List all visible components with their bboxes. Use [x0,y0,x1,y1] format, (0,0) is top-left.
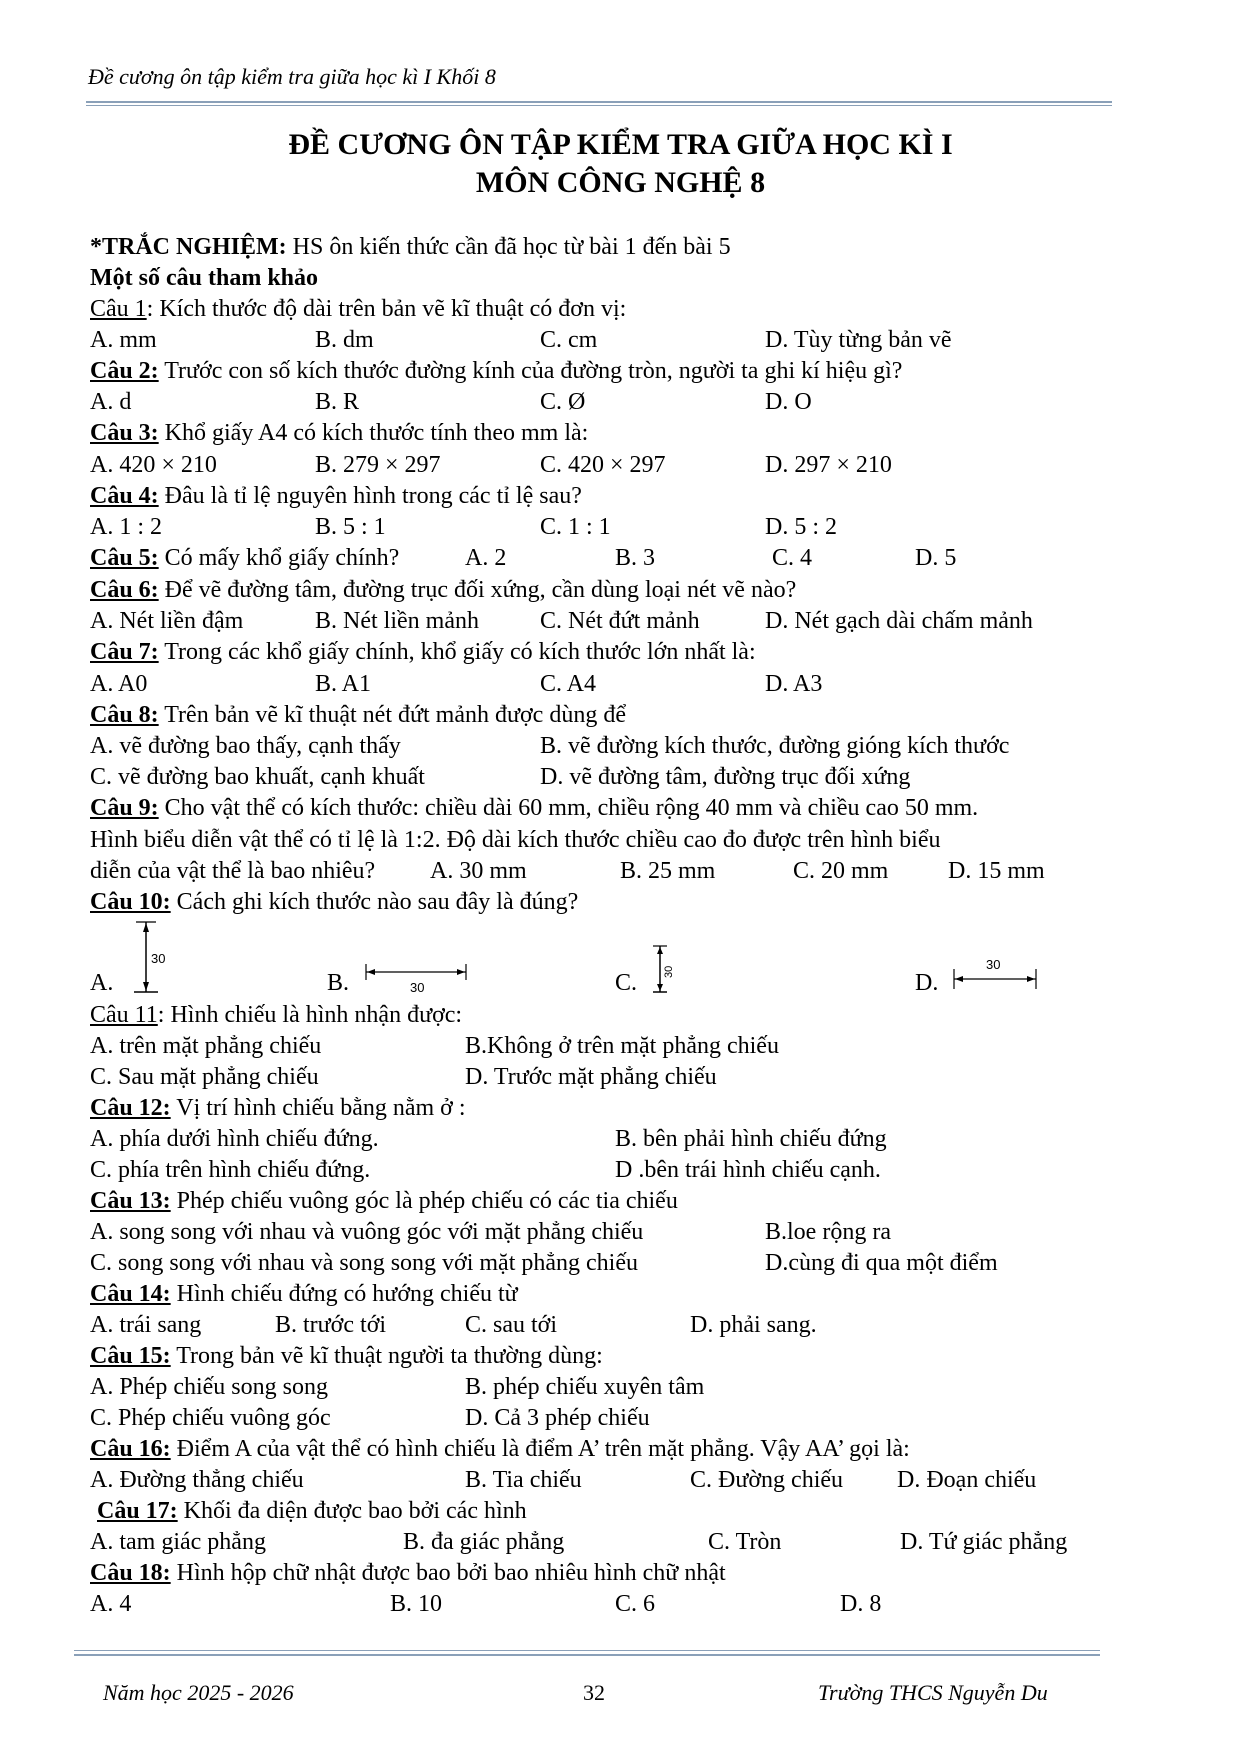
question-9-line3: diễn của vật thể là bao nhiêu? [90,858,376,884]
footer-divider-thin [74,1650,1100,1651]
intro-text: HS ôn kiến thức cần đã học từ bài 1 đến bài 5 [286,234,731,260]
footer-divider [74,1654,1100,1656]
dimension-value: 30 [986,957,1001,972]
option-c: C. Sau mặt phẳng chiếu [90,1064,319,1090]
footer-school-year: Năm học 2025 - 2026 [103,1680,294,1705]
option-c: C. phía trên hình chiếu đứng. [90,1157,371,1183]
question-5: Câu 5: Có mấy khổ giấy chính? [90,545,400,571]
option-c: C. 20 mm [793,858,889,884]
option-a: A. A0 [90,671,148,697]
option-a: A. song song với nhau và vuông góc với mặt phẳng chiếu [90,1219,644,1245]
option-a: A. mm [90,327,157,353]
intro-line [90,232,731,262]
option-b: B. đa giác phẳng [403,1529,565,1555]
question-label: Câu 8: [90,702,159,728]
option-c: C. Tròn [708,1529,782,1555]
option-d: D. Tùy từng bản vẽ [765,327,952,353]
option-c: C. 420 × 297 [540,452,666,478]
page-number: 32 [583,1680,605,1705]
question-label: Câu 11 [90,1002,158,1028]
option-b: B. 279 × 297 [315,452,441,478]
question-11: Câu 11: Hình chiếu là hình nhận được: [90,1002,463,1028]
question-label: Câu 3: [90,420,159,446]
question-label: Câu 6: [90,577,159,603]
option-d: D. Tứ giác phẳng [900,1529,1068,1555]
question-7: Câu 7: Trong các khổ giấy chính, khổ giấy có kích thước lớn nhất là: [90,639,756,665]
option-a: A. phía dưới hình chiếu đứng. [90,1126,379,1152]
option-d: D .bên trái hình chiếu cạnh. [615,1157,881,1183]
option-b: B. [327,970,350,996]
option-c: C. 1 : 1 [540,514,611,540]
question-label: Câu 18: [90,1560,171,1586]
doc-title-line1: ĐỀ CƯƠNG ÔN TẬP KIỂM TRA GIỮA HỌC KÌ I [288,128,953,161]
option-d: D. 5 [915,545,957,571]
dimension-value: 30 [663,965,675,978]
option-c: C. [615,970,638,996]
option-a: A. tam giác phẳng [90,1529,266,1555]
dimension-value: 30 [151,951,166,966]
question-label: Câu 2: [90,358,159,384]
option-d: D. phải sang. [690,1312,817,1338]
option-a: A. trên mặt phẳng chiếu [90,1033,322,1059]
question-16: Câu 16: Điểm A của vật thể có hình chiếu là điểm A’ trên mặt phẳng. Vậy AA’ gọi là: [90,1436,910,1462]
option-d: D. 297 × 210 [765,452,892,478]
option-d: D. Đoạn chiếu [897,1467,1037,1493]
option-c: C. Đường chiếu [690,1467,844,1493]
option-b: B. 10 [390,1591,443,1617]
question-9-line2: Hình biểu diễn vật thể có tỉ lệ là 1:2. Độ dài kích thước chiều cao đo được trên hình biểu [90,827,941,853]
question-9: Câu 9: Cho vật thể có kích thước: chiều dài 60 mm, chiều rộng 40 mm và chiều cao 50 mm. [90,795,979,821]
dimension-value: 30 [410,980,425,995]
option-a: A. Đường thẳng chiếu [90,1467,304,1493]
option-d: D. 5 : 2 [765,514,837,540]
option-c: C. cm [540,327,598,353]
option-a: A. Phép chiếu song song [90,1374,328,1400]
option-a: A. 1 : 2 [90,514,162,540]
option-d: D. O [765,389,812,415]
option-d: D. Trước mặt phẳng chiếu [465,1064,717,1090]
option-a: A. d [90,389,132,415]
page-header: Đề cương ôn tập kiểm tra giữa học kì I Khối 8 [88,64,496,89]
question-3: Câu 3: Khổ giấy A4 có kích thước tính theo mm là: [90,420,589,446]
option-d: D. vẽ đường tâm, đường trục đối xứng [540,764,911,790]
question-14: Câu 14: Hình chiếu đứng có hướng chiếu từ [90,1281,518,1307]
question-17: Câu 17: Khối đa diện được bao bởi các hình [97,1498,527,1524]
option-a: A. 4 [90,1591,132,1617]
question-18: Câu 18: Hình hộp chữ nhật được bao bởi bao nhiêu hình chữ nhật [90,1560,726,1586]
question-6: Câu 6: Để vẽ đường tâm, đường trục đối xứng, cần dùng loại nét vẽ nào? [90,577,797,603]
option-b: B. trước tới [275,1312,387,1338]
option-d: D. Cả 3 phép chiếu [465,1405,650,1431]
option-b: B. phép chiếu xuyên tâm [465,1374,705,1400]
option-b: B. R [315,389,360,415]
question-13: Câu 13: Phép chiếu vuông góc là phép chiếu có các tia chiếu [90,1188,678,1214]
question-15: Câu 15: Trong bản vẽ kĩ thuật người ta thường dùng: [90,1343,603,1369]
option-b: B. Nét liền mảnh [315,608,479,634]
question-label: Câu 16: [90,1436,171,1462]
option-b: B. 3 [615,545,656,571]
question-label: Câu 9: [90,795,159,821]
question-label: Câu 10: [90,889,171,915]
option-c: C. sau tới [465,1312,558,1338]
dimension-figure-c [650,942,680,998]
intro-label: *TRẮC NGHIỆM: [90,234,287,260]
option-b: B. bên phải hình chiếu đứng [615,1126,887,1152]
option-b: B. dm [315,327,374,353]
header-divider-thin [86,105,1112,106]
option-c: C. song song với nhau và song song với mặt phẳng chiếu [90,1250,639,1276]
option-a: A. Nét liền đậm [90,608,244,634]
question-1: Câu 1: Kích thước độ dài trên bản vẽ kĩ thuật có đơn vị: [90,296,627,322]
option-c: C. A4 [540,671,597,697]
option-c: C. Nét đứt mảnh [540,608,700,634]
option-c: C. 4 [772,545,813,571]
footer-school-name: Trường THCS Nguyễn Du [818,1680,1048,1705]
question-label: Câu 7: [90,639,159,665]
doc-title-line2: MÔN CÔNG NGHỆ 8 [475,166,766,199]
option-a: A. vẽ đường bao thấy, cạnh thấy [90,733,401,759]
option-b: B. vẽ đường kích thước, đường gióng kích thước [540,733,1010,759]
question-label: Câu 12: [90,1095,171,1121]
question-2: Câu 2: Trước con số kích thước đường kính của đường tròn, người ta ghi kí hiệu gì? [90,358,903,384]
option-d: D. A3 [765,671,823,697]
option-c: C. 6 [615,1591,656,1617]
dimension-figure-a [118,920,178,996]
question-label: Câu 1 [90,296,147,322]
question-12: Câu 12: Vị trí hình chiếu bằng nằm ở : [90,1095,466,1121]
question-10: Câu 10: Cách ghi kích thước nào sau đây là đúng? [90,889,579,915]
option-a: A. 2 [465,545,507,571]
option-c: C. Phép chiếu vuông góc [90,1405,331,1431]
dimension-figure-d [950,955,1040,991]
question-label: Câu 4: [90,483,159,509]
question-label: Câu 13: [90,1188,171,1214]
option-a: A. trái sang [90,1312,202,1338]
dimension-figure-b [362,962,470,996]
question-8: Câu 8: Trên bản vẽ kĩ thuật nét đứt mảnh được dùng để [90,702,626,728]
option-d: D. 15 mm [948,858,1045,884]
question-label: Câu 15: [90,1343,171,1369]
option-a: A. [90,970,114,996]
question-label: Câu 17: [97,1498,178,1524]
option-a: A. 420 × 210 [90,452,217,478]
option-d: D. Nét gạch dài chấm mảnh [765,608,1033,634]
question-label: Câu 14: [90,1281,171,1307]
header-divider [86,101,1112,103]
option-d: D.cùng đi qua một điểm [765,1250,998,1276]
option-b: B. 25 mm [620,858,716,884]
option-b: B. Tia chiếu [465,1467,582,1493]
option-d: D. [915,970,939,996]
subheading: Một số câu tham khảo [90,265,319,291]
option-b: B. 5 : 1 [315,514,386,540]
question-4: Câu 4: Đâu là tỉ lệ nguyên hình trong các tỉ lệ sau? [90,483,582,509]
option-b: B.loe rộng ra [765,1219,891,1245]
option-c: C. Ø [540,389,586,415]
option-b: B. A1 [315,671,372,697]
option-a: A. 30 mm [430,858,527,884]
option-d: D. 8 [840,1591,882,1617]
question-label: Câu 5: [90,545,159,571]
option-b: B.Không ở trên mặt phẳng chiếu [465,1033,779,1059]
option-c: C. vẽ đường bao khuất, cạnh khuất [90,764,425,790]
